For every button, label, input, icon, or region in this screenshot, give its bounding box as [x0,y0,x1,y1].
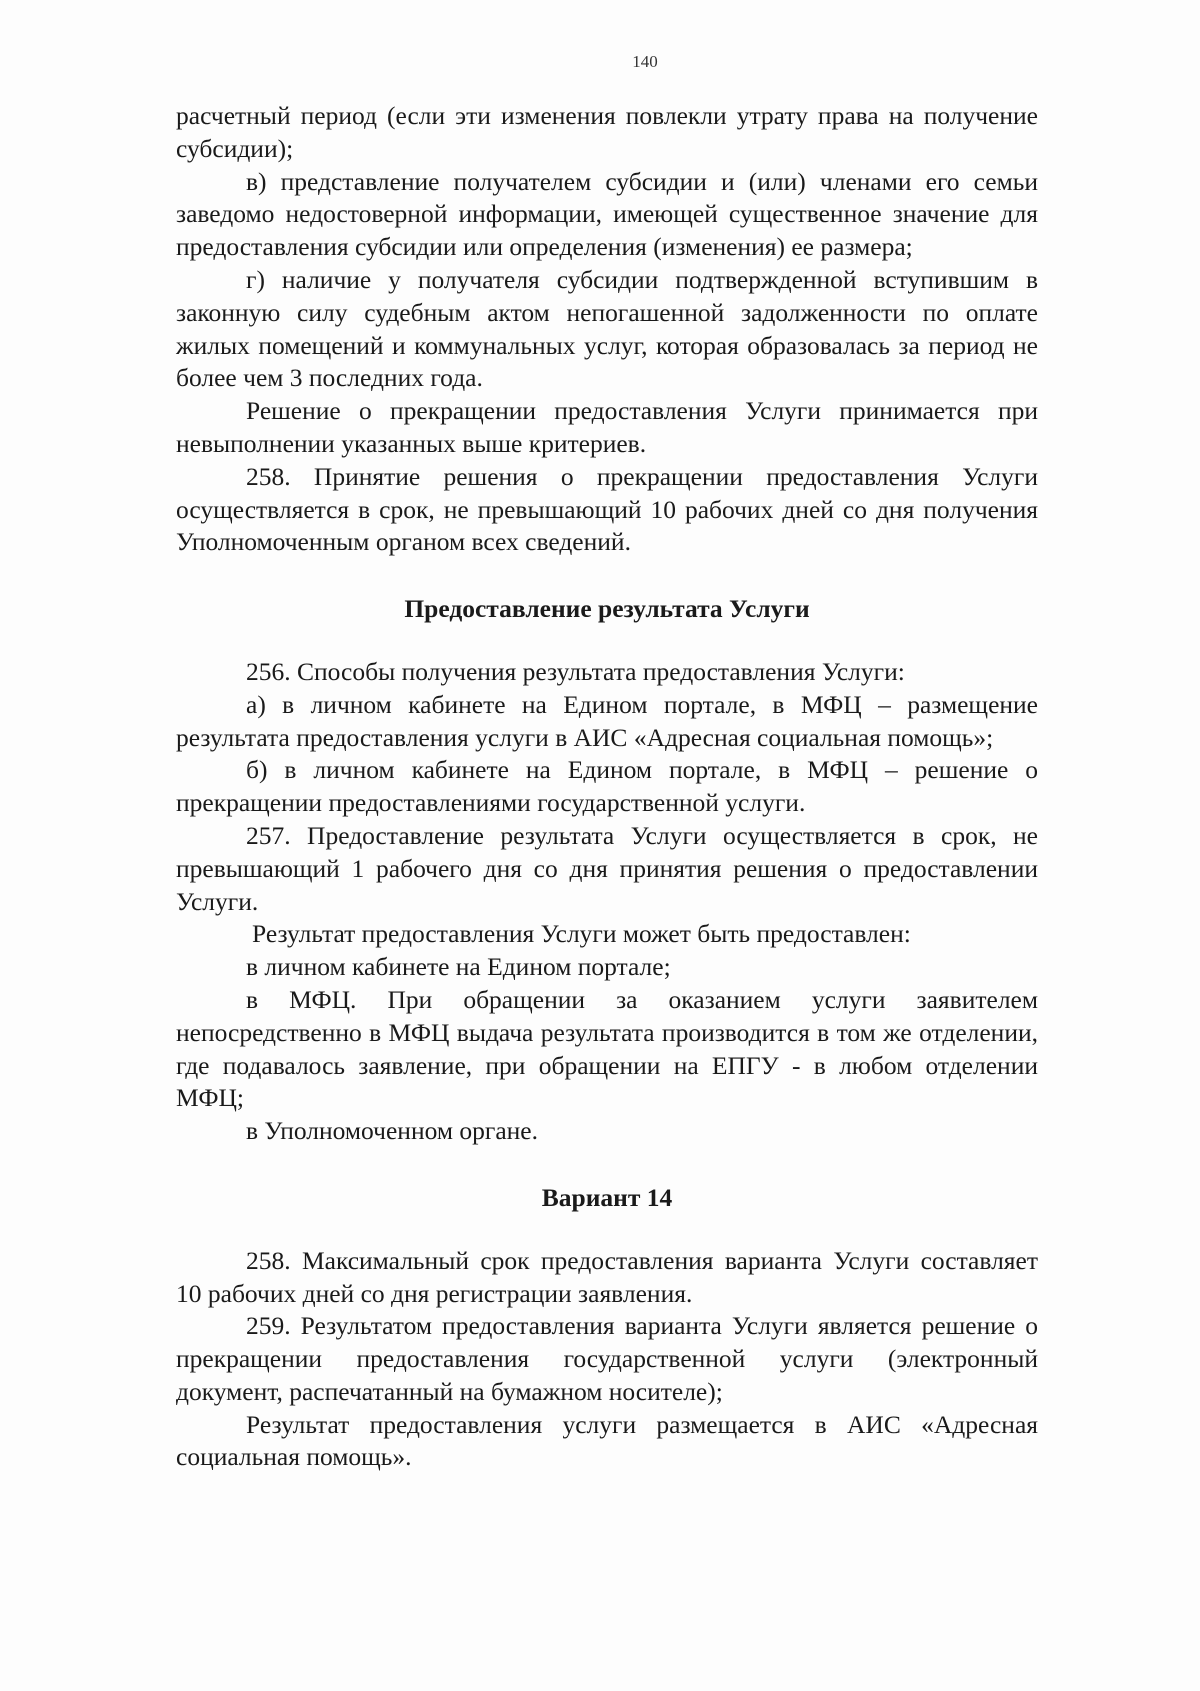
paragraph: Решение о прекращении предоставления Услуги принимается при невыполнении указанных выше критериев. [176,396,1038,458]
paragraph: б) в личном кабинете на Едином портале, в МФЦ – решение о прекращении предоставлениями государственной услуги. [176,755,1038,818]
section-block-2 [176,656,1038,1148]
paragraph: 258. Максимальный срок предоставления варианта Услуги составляет 10 рабочих дней со дня регистрации заявления. [176,1245,1038,1308]
paragraph: в) представление получателем субсидии и (или) членами его семьи заведомо недостоверной информации, имеющей существенное значение для предоставления субсидии или определения (изменения) ее размера; [176,166,1038,262]
paragraph: 257. Предоставление результата Услуги осуществляется в срок, не превышающий 1 рабочего дня со дня принятия решения о предоставлении Услуги. [176,820,1038,916]
paragraph: в МФЦ. При обращении за оказанием услуги заявителем непосредственно в МФЦ выдача результата производится в том же отделении, где подавалось заявление, при обращении на ЕПГУ - в любом отделении МФЦ; [176,984,1038,1113]
paragraph: 258. Принятие решения о прекращении предоставления Услуги осуществляется в срок, не превышающий 10 рабочих дней со дня получения Уполномоченным органом всех сведений. [176,461,1038,557]
paragraph: Результат предоставления Услуги может быть предоставлен: [252,919,911,949]
paragraph: 259. Результатом предоставления варианта Услуги является решение о прекращении предоставления государственной услуги (электронный документ, распечатанный на бумажном носителе); [176,1311,1038,1406]
paragraph: г) наличие у получателя субсидии подтвержденной вступившим в законную силу судебным актом непогашенной задолженности по оплате жилых помещений и коммунальных услуг, которая образовалась за период не более чем 3 последних года. [176,264,1038,393]
section-heading-result: Предоставление результата Услуги [404,594,810,624]
paragraph: расчетный период (если эти изменения повлекли утрату права на получение субсидии); [176,101,1038,163]
paragraph: в Уполномоченном органе. [246,1116,538,1146]
section-block-3 [176,1245,1038,1475]
page-number: 140 [632,52,658,71]
document-body [176,100,1038,1474]
paragraph: 256. Способы получения результата предоставления Услуги: [246,656,905,686]
section-heading-variant: Вариант 14 [541,1182,673,1212]
paragraph: Результат предоставления услуги размещается в АИС «Адресная социальная помощь». [176,1409,1038,1472]
section-block-1 [176,100,1038,559]
paragraph: в личном кабинете на Едином портале; [246,952,671,982]
paragraph: а) в личном кабинете на Едином портале, в МФЦ – размещение результата предоставления услуги в АИС «Адресная социальная помощь»; [176,689,1038,752]
